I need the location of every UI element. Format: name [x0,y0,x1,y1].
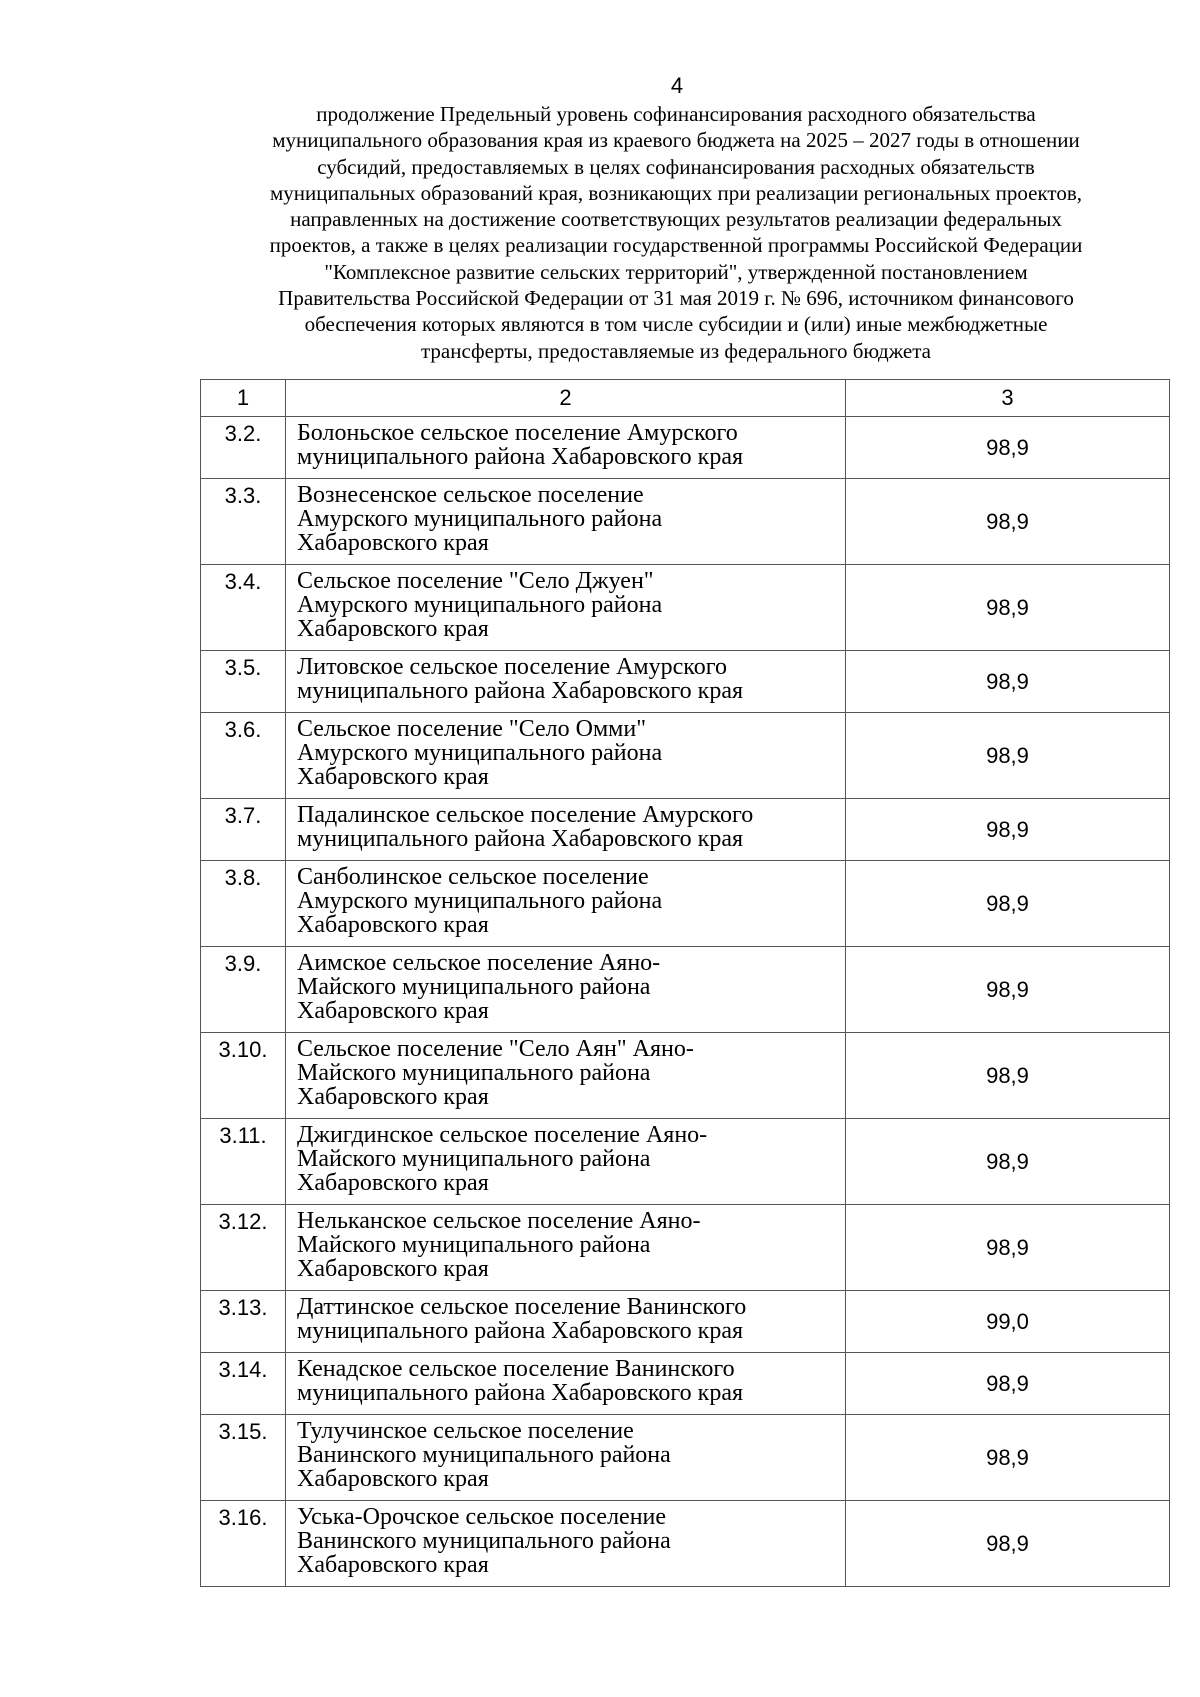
municipality-name-line: Майского муниципального района [297,974,651,1000]
municipality-name-line: муниципального района Хабаровского края [297,826,744,852]
column-header-3: 3 [846,380,1170,417]
municipality-name [286,1501,846,1587]
row-number: 3.11. [201,1119,286,1205]
row-number: 3.13. [201,1291,286,1353]
municipality-name-line: Хабаровского края [297,1256,489,1282]
heading-line: субсидий, предоставляемых в целях софинансирования расходных обязательств [317,154,1035,179]
municipality-name [286,1291,846,1353]
table-row [201,565,1170,651]
cofinancing-level: 98,9 [846,565,1170,651]
table-row [201,947,1170,1033]
table-row [201,417,1170,479]
municipality-name-line: Падалинское сельское поселение Амурского [297,802,754,828]
page-number: 4 [670,73,684,98]
cofinancing-level: 98,9 [846,417,1170,479]
table-row [201,861,1170,947]
table-row [201,1415,1170,1501]
row-number: 3.9. [201,947,286,1033]
cofinancing-level: 98,9 [846,713,1170,799]
municipality-name [286,713,846,799]
municipality-name [286,1415,846,1501]
municipality-name-line: Уська-Орочское сельское поселение [297,1504,667,1530]
heading-line: Правительства Российской Федерации от 31 мая 2019 г. № 696, источником финансового [278,286,1074,311]
heading-line: обеспечения которых являются в том числе субсидии и (или) иные межбюджетные [304,312,1048,337]
row-number: 3.8. [201,861,286,947]
municipality-name-line: Сельское поселение "Село Омми" [297,716,646,742]
cofinancing-level: 98,9 [846,799,1170,861]
municipality-name-line: Майского муниципального района [297,1232,651,1258]
municipality-name-line: Амурского муниципального района [297,740,663,766]
municipality-name-line: Майского муниципального района [297,1146,651,1172]
heading-line: продолжение Предельный уровень софинансирования расходного обязательства [316,102,1036,126]
municipality-name-line: Джигдинское сельское поселение Аяно- [297,1122,708,1148]
table-row [201,1291,1170,1353]
municipality-name-line: муниципального района Хабаровского края [297,1380,744,1406]
municipality-name [286,651,846,713]
cofinancing-level: 98,9 [846,1119,1170,1205]
row-number: 3.5. [201,651,286,713]
municipality-name-line: Хабаровского края [297,912,489,938]
municipality-name-line: Сельское поселение "Село Джуен" [297,568,654,594]
municipality-name-line: Тулучинское сельское поселение [297,1418,634,1444]
table-row [201,713,1170,799]
municipality-name-line: Хабаровского края [297,1170,489,1196]
row-number: 3.12. [201,1205,286,1291]
municipality-name-line: муниципального района Хабаровского края [297,444,744,470]
municipality-name-line: Амурского муниципального района [297,506,663,532]
table-row [201,1501,1170,1587]
municipality-name-line: Вознесенское сельское поселение [297,482,644,508]
municipality-name-line: Болоньское сельское поселение Амурского [297,420,738,446]
row-number: 3.14. [201,1353,286,1415]
municipality-name-line: Хабаровского края [297,530,489,556]
row-number: 3.15. [201,1415,286,1501]
municipality-name-line: Хабаровского края [297,616,489,642]
cofinancing-level: 98,9 [846,479,1170,565]
municipality-name [286,861,846,947]
municipality-name-line: Аимское сельское поселение Аяно- [297,950,661,976]
heading-line: трансферты, предоставляемые из федерального бюджета [420,338,932,363]
column-header-1: 1 [201,380,286,417]
municipality-name-line: Амурского муниципального района [297,888,663,914]
table-row [201,1033,1170,1119]
municipality-name-line: Хабаровского края [297,1552,489,1578]
table-row [201,1205,1170,1291]
row-number: 3.2. [201,417,286,479]
row-number: 3.6. [201,713,286,799]
table-header-row [201,380,1170,417]
municipality-name-line: Майского муниципального района [297,1060,651,1086]
document-heading [186,101,1166,364]
municipality-name-line: Амурского муниципального района [297,592,663,618]
municipality-name-line: Ванинского муниципального района [297,1442,671,1468]
municipality-name [286,799,846,861]
heading-line: муниципальных образований края, возникающих при реализации региональных проектов, [269,180,1082,205]
municipality-name [286,947,846,1033]
municipality-name-line: Санболинское сельское поселение [297,864,649,890]
cofinancing-level: 98,9 [846,1205,1170,1291]
municipality-name-line: муниципального района Хабаровского края [297,1318,744,1344]
municipality-name [286,417,846,479]
cofinancing-level: 99,0 [846,1291,1170,1353]
cofinancing-level: 98,9 [846,861,1170,947]
municipality-name-line: Даттинское сельское поселение Ванинского [297,1294,747,1320]
municipality-name-line: Хабаровского края [297,998,489,1024]
municipality-name-line: Хабаровского края [297,1084,489,1110]
municipality-name [286,1353,846,1415]
heading-line: муниципального образования края из краевого бюджета на 2025 – 2027 годы в отношении [272,128,1080,153]
row-number: 3.10. [201,1033,286,1119]
table-row [201,1353,1170,1415]
municipality-name-line: Кенадское сельское поселение Ванинского [297,1356,735,1382]
municipality-name [286,1119,846,1205]
row-number: 3.7. [201,799,286,861]
municipality-name-line: Хабаровского края [297,764,489,790]
municipality-name-line: Литовское сельское поселение Амурского [297,654,727,680]
municipality-name [286,1205,846,1291]
municipality-name-line: Сельское поселение "Село Аян" Аяно- [297,1036,694,1062]
cofinancing-level: 98,9 [846,651,1170,713]
row-number: 3.4. [201,565,286,651]
cofinancing-level: 98,9 [846,1353,1170,1415]
table-row [201,651,1170,713]
cofinancing-level: 98,9 [846,1415,1170,1501]
cofinancing-level: 98,9 [846,1501,1170,1587]
row-number: 3.3. [201,479,286,565]
cofinancing-level: 98,9 [846,1033,1170,1119]
heading-line: "Комплексное развитие сельских территорий", утвержденной постановлением [324,259,1028,284]
municipality-name-line: Хабаровского края [297,1466,489,1492]
table-row [201,479,1170,565]
cofinancing-level: 98,9 [846,947,1170,1033]
heading-line: направленных на достижение соответствующих результатов реализации федеральных [290,207,1062,232]
municipality-name [286,565,846,651]
municipality-name-line: Нельканское сельское поселение Аяно- [297,1208,701,1234]
column-header-2: 2 [286,380,846,417]
table-row [201,799,1170,861]
municipality-name [286,479,846,565]
municipality-name-line: муниципального района Хабаровского края [297,678,744,704]
table-row [201,1119,1170,1205]
row-number: 3.16. [201,1501,286,1587]
municipality-name-line: Ванинского муниципального района [297,1528,671,1554]
subsidy-table [200,379,1170,1587]
municipality-name [286,1033,846,1119]
heading-line: проектов, а также в целях реализации государственной программы Российской Федерации [269,233,1083,258]
